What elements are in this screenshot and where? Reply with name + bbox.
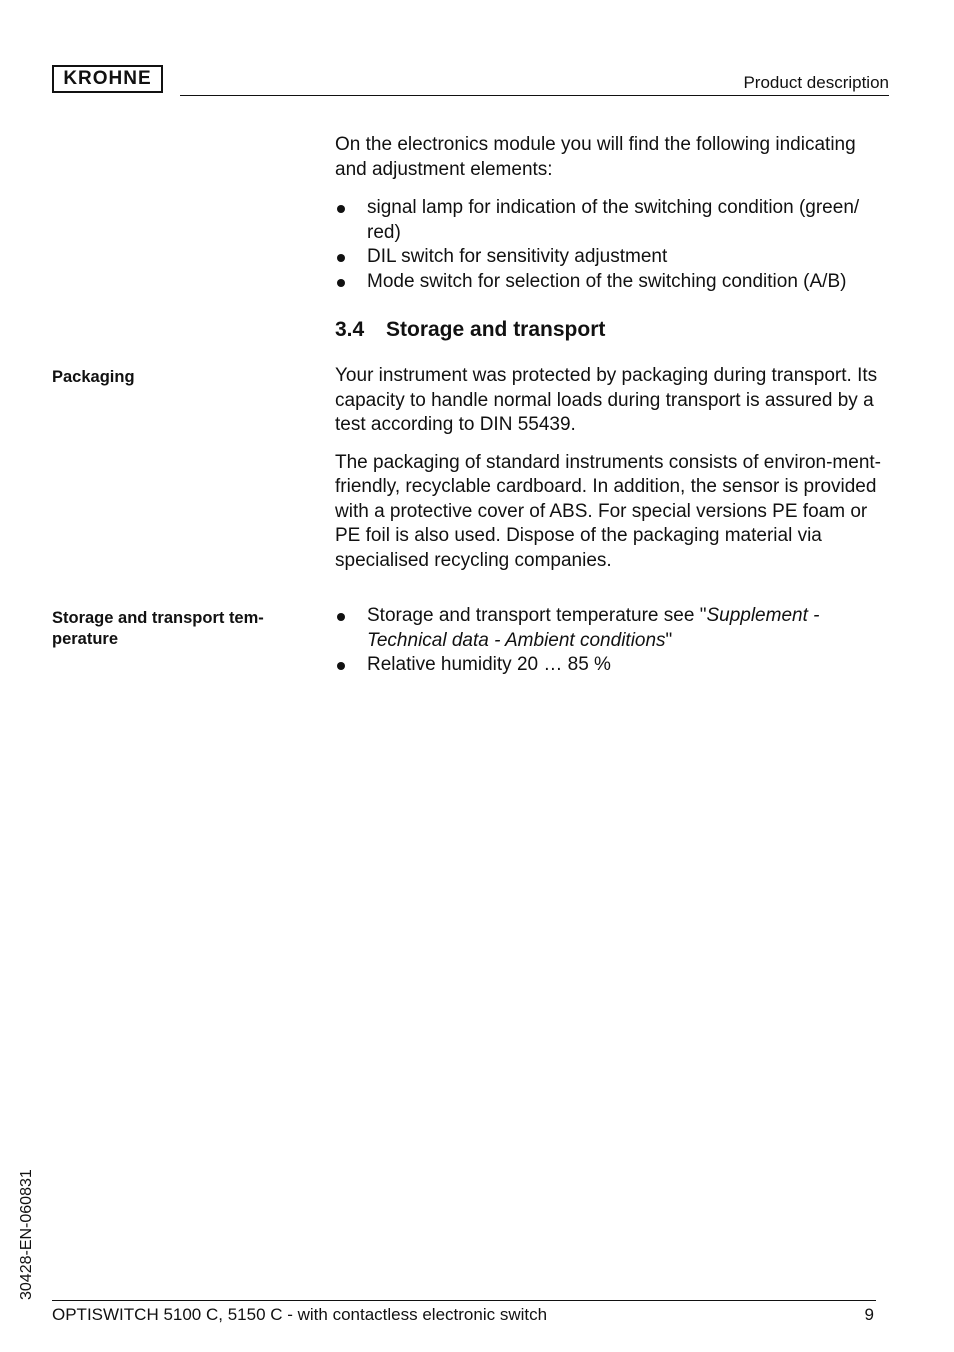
list-item-text: DIL switch for sensitivity adjustment	[367, 246, 668, 267]
storage-block	[335, 604, 891, 678]
list-item-text: Mode switch for selection of the switching condition (A/B)	[367, 270, 847, 292]
bullet-icon	[337, 205, 345, 213]
list-item	[335, 604, 891, 653]
section-title: Storage and transport	[386, 318, 606, 341]
packaging-block	[335, 364, 891, 573]
list-item	[335, 245, 891, 270]
list-item-text: Storage and transport temperature see "Supplement - Technical data - Ambient conditions"	[367, 605, 820, 651]
list-item	[335, 653, 891, 678]
bullet-icon	[337, 613, 345, 621]
bullet-icon	[337, 254, 345, 262]
header-rule	[180, 95, 889, 96]
footer-rule	[52, 1300, 876, 1301]
list-item	[335, 196, 891, 245]
intro-block	[335, 133, 891, 294]
page-number: 9	[864, 1305, 874, 1324]
storage-label: Storage and transport tem-perature	[52, 609, 264, 648]
storage-bullet-list	[335, 604, 891, 678]
packaging-paragraph-2: The packaging of standard instruments consists of environ-ment-friendly, recyclable cardboard. In addition, the sensor is provided with a protective cover of ABS. For special versions PE foam or PE foil is also used. Dispose of the packaging material via specialised recycling companies.	[335, 451, 881, 571]
header-section-title: Product description	[743, 73, 889, 92]
list-item-text: Relative humidity 20 … 85 %	[367, 654, 611, 675]
intro-paragraph: On the electronics module you will find the following indicating and adjustment elements:	[335, 134, 856, 180]
list-item	[335, 270, 891, 295]
bullet-icon	[337, 662, 345, 670]
packaging-paragraph-1: Your instrument was protected by packaging during transport. Its capacity to handle normal loads during transport is assured by a test according to DIN 55439.	[335, 365, 878, 435]
packaging-label: Packaging	[52, 368, 135, 386]
supplement-reference: Supplement - Technical data - Ambient conditions	[367, 605, 820, 651]
krohne-logo: KROHNE	[52, 65, 163, 93]
footer-title: OPTISWITCH 5100 C, 5150 C - with contactless electronic switch	[52, 1305, 548, 1324]
bullet-icon	[337, 279, 345, 287]
section-number: 3.4	[335, 318, 365, 341]
list-item-text: signal lamp for indication of the switching condition (green/ red)	[367, 197, 860, 243]
document-id: 30428-EN-060831	[18, 1169, 35, 1300]
section-heading	[335, 318, 605, 342]
intro-bullet-list	[335, 196, 891, 294]
